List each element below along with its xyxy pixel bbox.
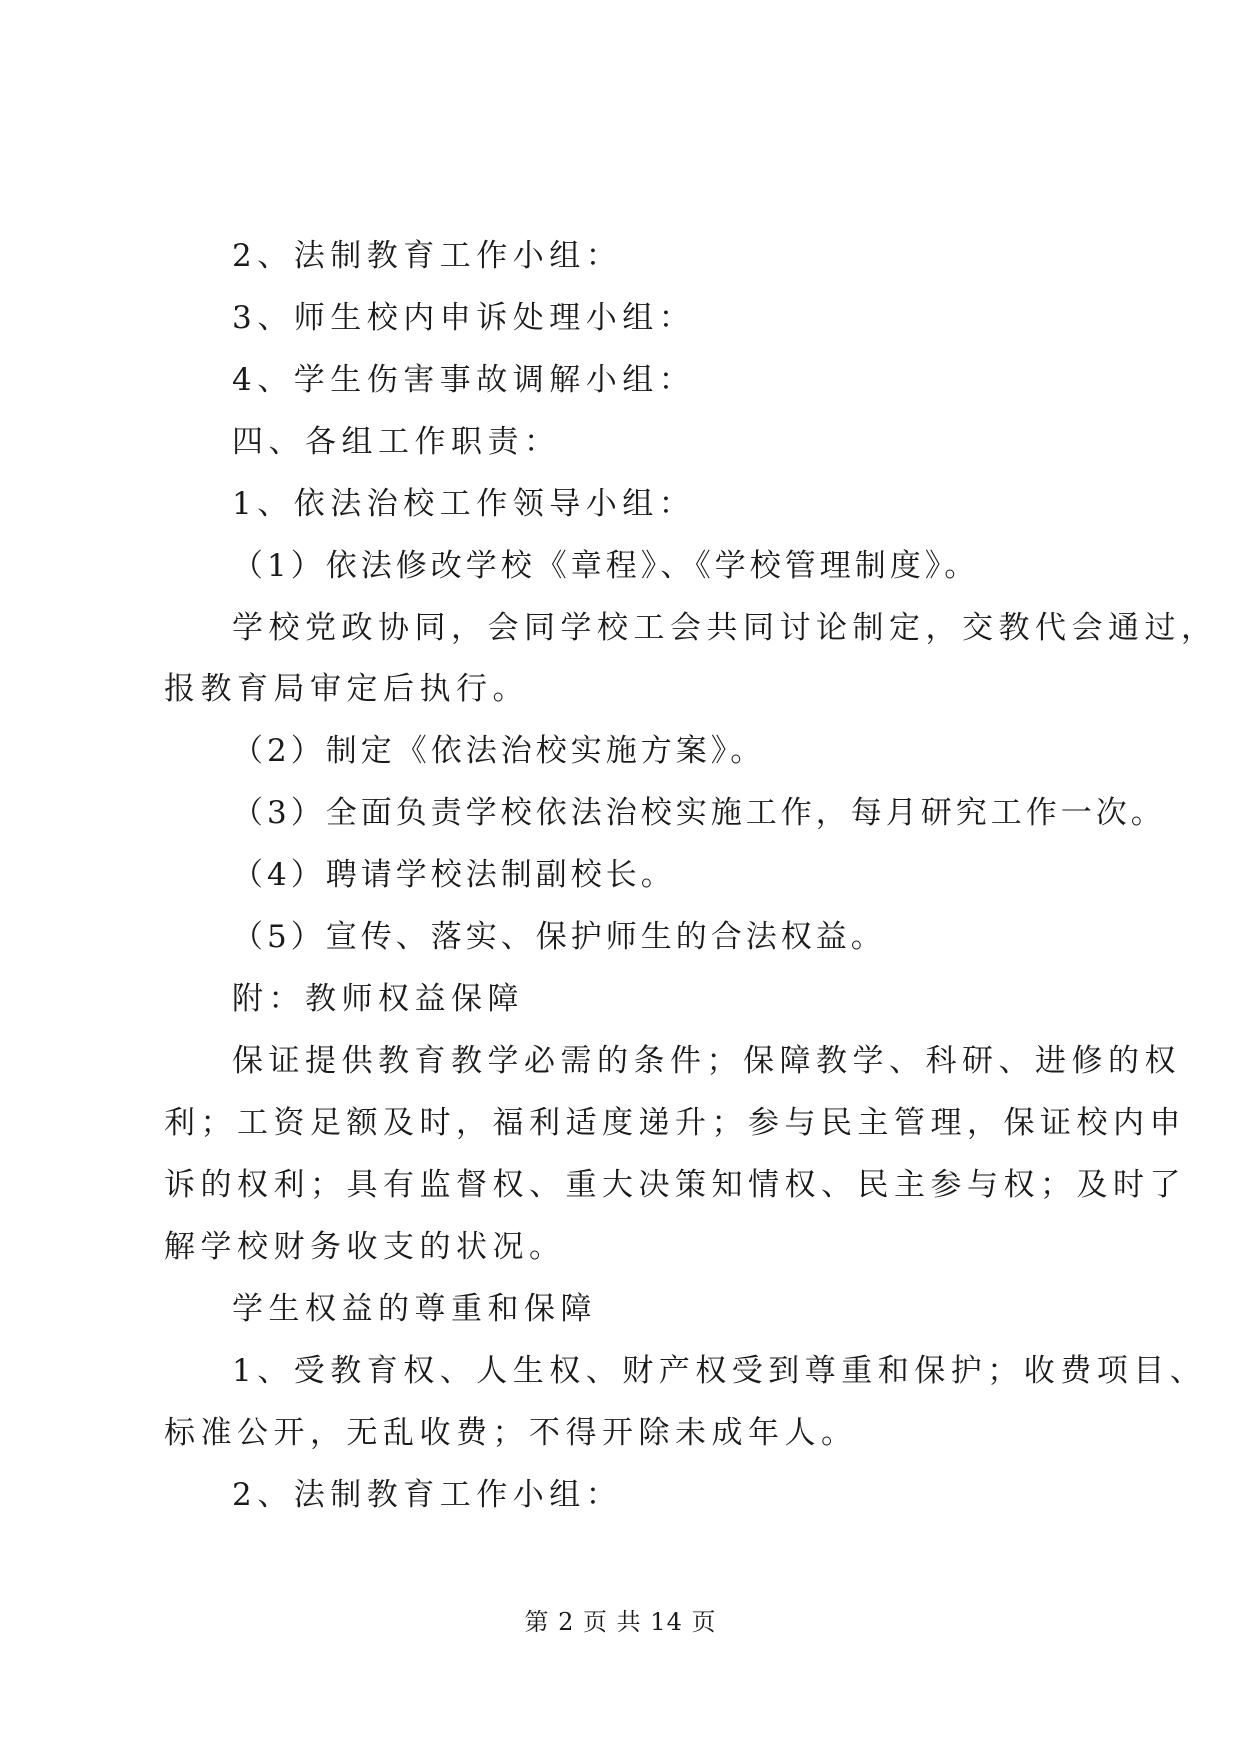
- paragraph-line: 2、法制教育工作小组：: [232, 238, 623, 274]
- paragraph-line: 1、依法治校工作领导小组：: [232, 486, 696, 522]
- paragraph-line: 4、学生伤害事故调解小组：: [232, 362, 696, 398]
- paragraph-line: 报教育局审定后执行。: [164, 671, 529, 707]
- paragraph-line: （3）全面负责学校依法治校实施工作，每月研究工作一次。: [232, 795, 1166, 831]
- subsection-heading: 学生权益的尊重和保障: [232, 1291, 597, 1327]
- paragraph-line: 2、法制教育工作小组：: [232, 1477, 623, 1513]
- paragraph-line: （5）宣传、落实、保护师生的合法权益。: [232, 919, 886, 955]
- paragraph-line: 学校党政协同，会同学校工会共同讨论制定，交教代会通过，: [232, 610, 1218, 646]
- paragraph-line: 保证提供教育教学必需的条件；保障教学、科研、进修的权: [232, 1043, 1181, 1079]
- paragraph-line: 利；工资足额及时，福利适度递升；参与民主管理，保证校内申: [164, 1105, 1186, 1141]
- section-heading: 四、各组工作职责：: [232, 424, 561, 460]
- paragraph-line: 诉的权利；具有监督权、重大决策知情权、民主参与权；及时了: [164, 1167, 1186, 1203]
- paragraph-line: （1）依法修改学校《章程》、《学校管理制度》。: [232, 548, 980, 584]
- paragraph-line: （4）聘请学校法制副校长。: [232, 857, 676, 893]
- paragraph-line: 标准公开，无乱收费；不得开除未成年人。: [164, 1415, 858, 1451]
- paragraph-line: 3、师生校内申诉处理小组：: [232, 300, 696, 336]
- page-number-footer: 第 2 页 共 14 页: [524, 1608, 717, 1636]
- subsection-heading: 附：教师权益保障: [232, 981, 524, 1017]
- paragraph-line: 解学校财务收支的状况。: [164, 1229, 566, 1265]
- paragraph-line: （2）制定《依法治校实施方案》。: [232, 733, 766, 769]
- paragraph-line: 1、受教育权、人生权、财产权受到尊重和保护；收费项目、: [232, 1353, 1207, 1389]
